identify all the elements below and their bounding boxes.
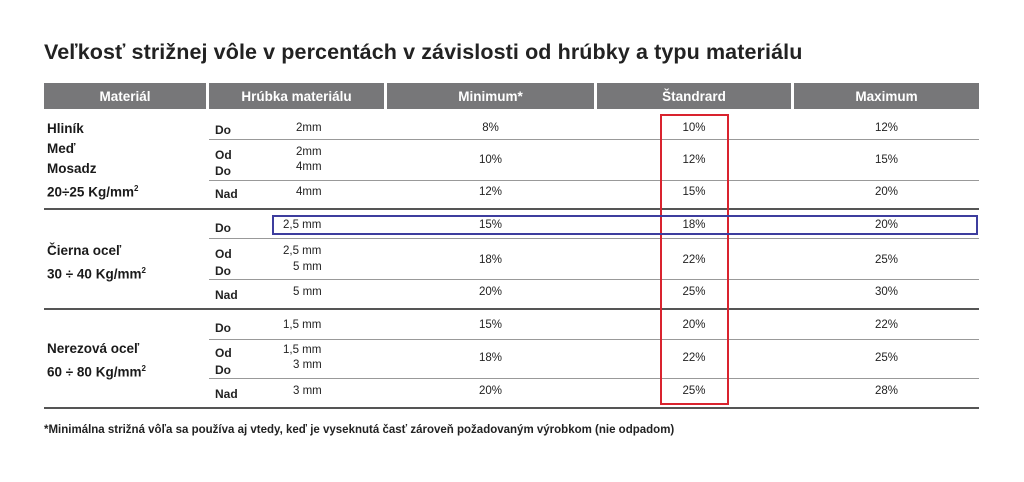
material-strength: 20÷25 $Kg/mm^2$	[47, 184, 139, 200]
material-cell	[47, 339, 146, 383]
material-strength: 30 ÷ 40 $Kg/mm^2$	[47, 266, 146, 282]
header-minimum: Minimum*	[387, 83, 594, 109]
standard-value: 22%	[682, 352, 706, 364]
thickness-value: 4mm	[296, 161, 322, 173]
header-standard: Štandrard	[597, 83, 791, 109]
thickness-value: 2mm	[296, 146, 322, 158]
standard-value: 12%	[682, 154, 706, 166]
range-label: Do	[215, 221, 231, 235]
material-cell	[47, 119, 138, 203]
row-highlight	[272, 215, 978, 235]
row-divider	[209, 339, 979, 340]
thickness-value: 5 mm	[293, 286, 322, 298]
thickness-value: 5 mm	[293, 261, 322, 273]
material-name: Čierna oceľ	[47, 243, 122, 258]
range-label: Od	[215, 247, 232, 261]
range-label: Nad	[215, 288, 238, 302]
range-label: Do	[215, 321, 231, 335]
material-cell	[47, 241, 146, 285]
range-label: Nad	[215, 387, 238, 401]
material-name: Nerezová oceľ	[47, 341, 140, 356]
group-divider	[44, 208, 979, 210]
maximum-value: 12%	[874, 122, 899, 134]
group-divider	[44, 407, 979, 409]
row-divider	[209, 139, 979, 140]
range-label: Do	[215, 363, 231, 377]
thickness-value: 2,5 mm	[283, 219, 322, 231]
row-divider	[209, 238, 979, 239]
thickness-value: 1,5 mm	[283, 319, 322, 331]
standard-value: 18%	[682, 219, 706, 231]
thickness-value: 1,5 mm	[283, 344, 322, 356]
range-label: Do	[215, 123, 231, 137]
material-name: Hliník	[47, 121, 84, 136]
material-strength: 60 ÷ 80 $Kg/mm^2$	[47, 364, 146, 380]
minimum-value: 15%	[478, 219, 503, 231]
minimum-value: 20%	[478, 385, 503, 397]
range-label: Od	[215, 148, 232, 162]
standard-value: 20%	[682, 319, 706, 331]
row-divider	[209, 378, 979, 379]
thickness-value: 4mm	[296, 186, 322, 198]
minimum-value: 10%	[478, 154, 503, 166]
header-maximum: Maximum	[794, 83, 979, 109]
range-label: Od	[215, 346, 232, 360]
standard-column-highlight	[660, 114, 729, 405]
material-name: Meď	[47, 141, 76, 156]
minimum-value: 15%	[478, 319, 503, 331]
range-label: Do	[215, 164, 231, 178]
footnote: *Minimálna strižná vôľa sa používa aj vtedy, keď je vyseknutá časť zároveň požadovaným výrobkom (nie odpadom)	[44, 424, 675, 436]
maximum-value: 22%	[874, 319, 899, 331]
material-name: Mosadz	[47, 161, 97, 176]
range-label: Do	[215, 264, 231, 278]
standard-value: 15%	[682, 186, 706, 198]
header-thickness: Hrúbka materiálu	[209, 83, 384, 109]
standard-value: 25%	[682, 286, 706, 298]
range-label: Nad	[215, 187, 238, 201]
group-divider	[44, 308, 979, 310]
minimum-value: 18%	[478, 254, 503, 266]
maximum-value: 30%	[874, 286, 899, 298]
minimum-value: 8%	[482, 122, 499, 134]
thickness-value: 3 mm	[293, 359, 322, 371]
maximum-value: 25%	[874, 352, 899, 364]
thickness-value: 3 mm	[293, 385, 322, 397]
maximum-value: 28%	[874, 385, 899, 397]
maximum-value: 25%	[874, 254, 899, 266]
minimum-value: 20%	[478, 286, 503, 298]
maximum-value: 20%	[874, 219, 899, 231]
row-divider	[209, 279, 979, 280]
thickness-value: 2,5 mm	[283, 245, 322, 257]
header-material: Materiál	[44, 83, 206, 109]
standard-value: 10%	[682, 122, 706, 134]
standard-value: 25%	[682, 385, 706, 397]
minimum-value: 12%	[478, 186, 503, 198]
maximum-value: 15%	[874, 154, 899, 166]
page-title: Veľkosť strižnej vôle v percentách v závislosti od hrúbky a typu materiálu	[44, 40, 803, 64]
thickness-value: 2mm	[296, 122, 322, 134]
standard-value: 22%	[682, 254, 706, 266]
row-divider	[209, 180, 979, 181]
maximum-value: 20%	[874, 186, 899, 198]
minimum-value: 18%	[478, 352, 503, 364]
